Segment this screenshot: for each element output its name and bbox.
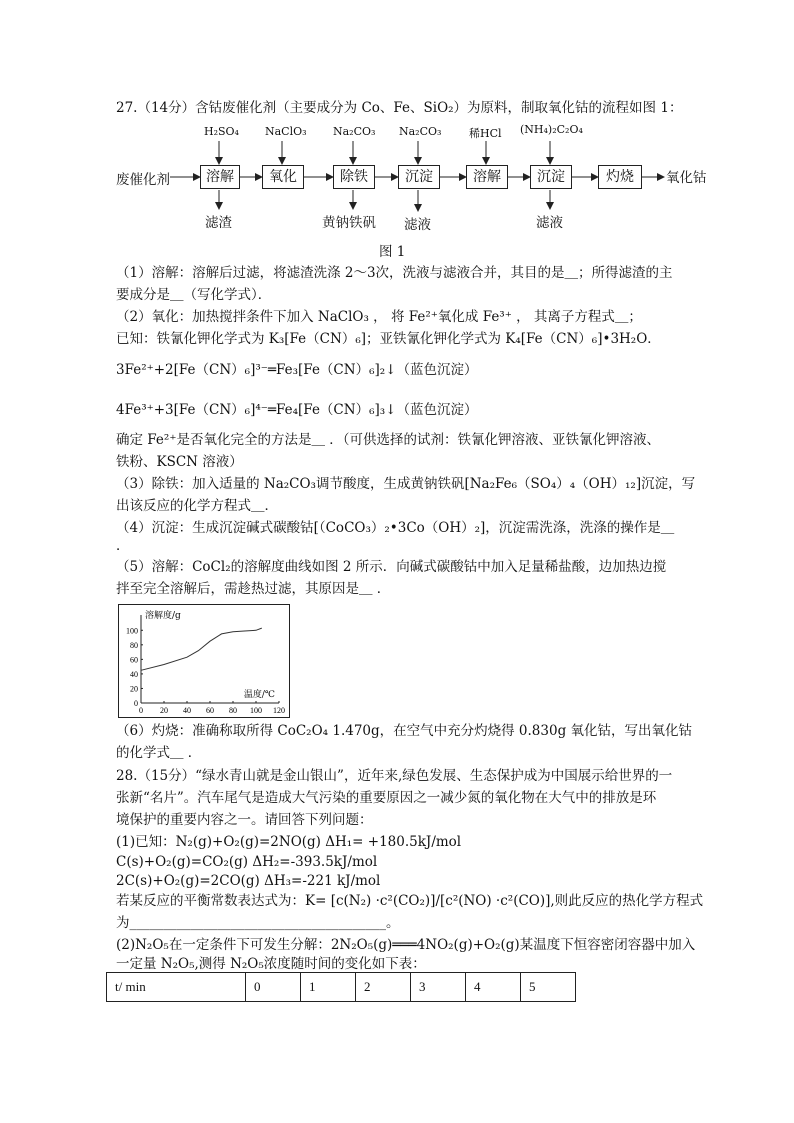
q27-part6-line1: （6）灼烧：准确称取所得 CoC₂O₄ 1.470g，在空气中充分灼烧得 0.830g 氧化钴，写出氧化钴 [116,723,693,739]
y-tick-label: 40 [130,669,138,679]
q27-intro: 27.（14分）含钴废催化剂（主要成分为 Co、Fe、SiO₂）为原料，制取氧化钴的流程如图 1： [116,100,683,116]
figure-1-caption: 图 1 [379,244,406,260]
flow-reagent-na2co3: Na₂CO₃ [333,125,376,138]
q27-part3-line1: （3）除铁：加入适量的 Na₂CO₃调节酸度，生成黄钠铁矾[Na₂Fe₆（SO₄）₄（OH）₁₂]沉淀，写 [116,476,696,492]
q28-part1-line4: 若某反应的平衡常数表达式为：K= [c(N₂) ·c²(CO₂)]/[c²(NO) ·c²(CO)],则此反应的热化学方程式 [116,893,704,909]
q27-equation-2: 4Fe³⁺+3[Fe（CN）₆]⁴⁻═Fe₄[Fe（CN）₆]₃↓（蓝色沉淀） [116,402,478,418]
x-tick-label: 100 [250,706,262,715]
flow-step-oxidize: 氧化 [262,165,304,189]
table-header-cell: 1 [301,973,356,1002]
table-row [107,973,576,1002]
flow-byproduct-filtrate: 滤液 [404,217,431,233]
q27-part2-line1: （2）氧化：加热搅拌条件下加入 NaClO₃ ， 将 Fe²⁺氧化成 Fe³⁺ ， 其离子方程式＿； [116,309,642,325]
y-tick-label: 80 [130,640,138,650]
concentration-table [106,972,576,1002]
flow-diagram [0,0,794,260]
solubility-curve [141,628,262,670]
x-tick-label: 60 [206,706,214,715]
flow-step-dissolve: 溶解 [200,165,240,189]
x-tick-label: 80 [229,706,237,715]
q27-part4-line2: ． [116,538,130,554]
q28-part1-blank: 为______________________________________。 [116,915,400,931]
x-tick-label: 20 [160,706,168,715]
q27-part5-line2: 拌至完全溶解后，需趁热过滤，其原因是＿ ． [116,581,391,597]
q28-part1-eq3: 2C(s)+O₂(g)=2CO(g) ΔH₃=-221 kJ/mol [116,873,381,889]
table-header-cell: t/ min [107,973,246,1002]
flow-reagent-naclo3: NaClO₃ [265,125,307,138]
q28-intro-line1: 28.（15分）“绿水青山就是金山银山”，近年来,绿色发展、生态保护成为中国展示给世界的一 [116,768,673,784]
q27-part2-line4: 铁粉、KSCN 溶液） [116,454,243,470]
q27-part2-line3: 确定 Fe²⁺是否氧化完全的方法是＿ ．（可供选择的试剂：铁氰化钾溶液、亚铁氰化钾溶液、 [116,432,660,448]
y-tick-label: 100 [126,626,138,636]
flow-byproduct-filtrate-2: 滤液 [536,215,563,231]
solubility-chart [118,604,290,718]
solubility-chart-svg [119,605,289,717]
q27-part6-line2: 的化学式＿ ． [116,745,202,761]
q27-equation-1: 3Fe²⁺+2[Fe（CN）₆]³⁻═Fe₃[Fe（CN）₆]₂↓（蓝色沉淀） [116,362,478,378]
q28-intro-line3: 境保护的重要内容之一。请回答下列问题： [116,812,373,828]
q28-intro-line2: 张新“名片”。汽车尾气是造成大气污染的重要原因之一减少氮的氧化物在大气中的排放是环 [116,790,657,806]
flow-reagent-hcl: 稀HCl [469,127,502,140]
table-header-cell: 4 [466,973,521,1002]
flow-reagent-na2co3-2: Na₂CO₃ [399,125,442,138]
q27-part5-line1: （5）溶解：CoCl₂的溶解度曲线如图 2 所示．向碱式碳酸钴中加入足量稀盐酸，边加热边搅 [116,559,667,575]
flow-step-precipitate-2: 沉淀 [530,165,572,189]
flow-reagent-oxalate: (NH₄)₂C₂O₄ [520,123,583,136]
flow-step-calcine: 灼烧 [598,165,642,189]
q27-part2-line2: 已知：铁氰化钾化学式为 K₃[Fe（CN）₆]；亚铁氰化钾化学式为 K₄[Fe（CN）₆]•3H₂O． [116,331,661,347]
q28-part2-line1: (2)N₂O₅在一定条件下可发生分解：2N₂O₅(g)═══4NO₂(g)+O₂(g)某温度下恒容密闭容器中加入 [116,937,696,953]
q28-part1-eq1: (1)已知：N₂(g)+O₂(g)=2NO(g) ΔH₁= +180.5kJ/mol [116,834,462,850]
flow-byproduct-jarosite: 黄钠铁矾 [322,215,376,231]
table-header-cell: 3 [411,973,466,1002]
flow-reagent-h2so4: H₂SO₄ [204,125,239,138]
x-tick-label: 120 [273,706,285,715]
x-tick-label: 0 [139,706,143,715]
table-header-cell: 2 [356,973,411,1002]
q27-part1-line2: 要成分是＿（写化学式）． [116,287,272,303]
table-header-cell: 5 [521,973,576,1002]
flow-byproduct-residue: 滤渣 [205,215,232,231]
q28-part1-eq2: C(s)+O₂(g)=CO₂(g) ΔH₂=-393.5kJ/mol [116,854,378,870]
flow-step-dissolve-2: 溶解 [466,165,508,189]
q28-part2-line2: 一定量 N₂O₅,测得 N₂O₅浓度随时间的变化如下表： [116,956,426,972]
flow-input-label: 废催化剂 [116,172,170,188]
y-tick-label: 0 [134,699,138,708]
table-header-cell: 0 [246,973,301,1002]
q27-part4-line1: （4）沉淀：生成沉淀碱式碳酸钴[（CoCO₃）₂•3Co（OH）₂]，沉淀需洗涤，洗涤的操作是＿ [116,520,675,536]
flow-arrows [0,0,794,260]
x-axis-label: 温度/℃ [243,690,275,700]
y-axis-label: 溶解度/g [145,611,181,621]
y-tick-label: 20 [130,684,138,694]
y-tick-label: 60 [130,655,138,665]
flow-output-label: 氧化钴 [666,170,707,186]
x-tick-label: 40 [183,706,191,715]
q27-part3-line2: 出该反应的化学方程式＿． [116,498,278,514]
flow-step-precipitate: 沉淀 [398,165,440,189]
flow-step-remove-iron: 除铁 [333,165,375,189]
q27-part1-line1: （1）溶解：溶解后过滤，将滤渣洗涤 2～3次，洗液与滤液合并，其目的是＿；所得滤渣的主 [116,265,673,281]
